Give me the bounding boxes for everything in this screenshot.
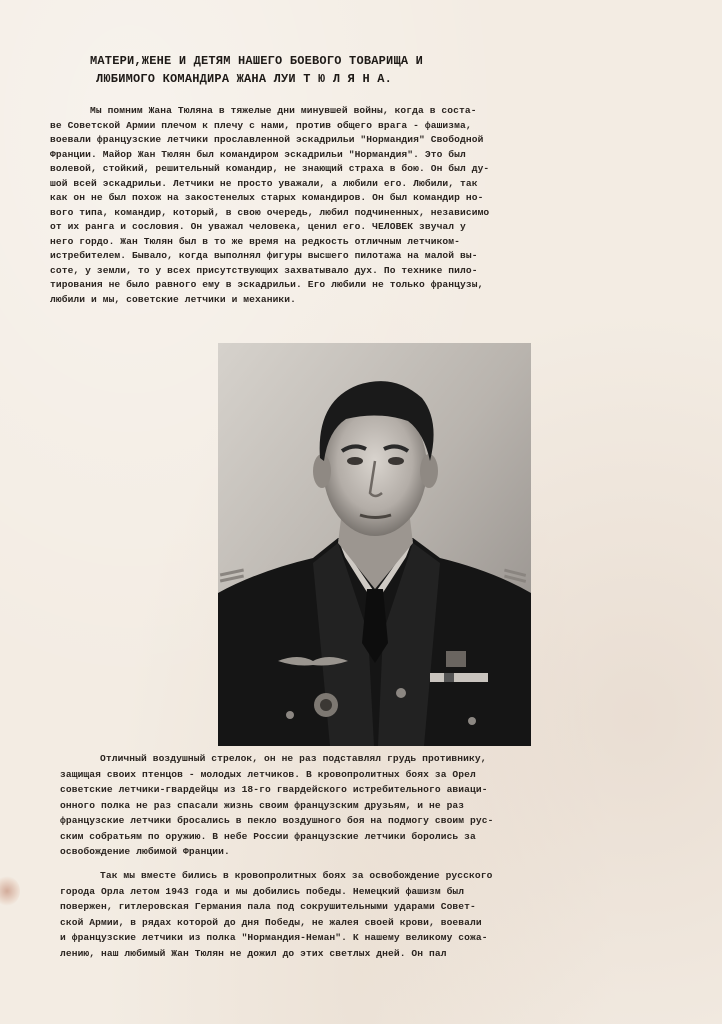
text-line: шой всей эскадрильи. Летчики не просто уважали, а любили его. Любили, так [50, 177, 478, 189]
text-line: Мы помним Жана Тюляна в тяжелые дни минувшей войны, когда в соста- [90, 105, 477, 116]
text-line: любили и мы, советские летчики и механики. [50, 293, 297, 305]
text-line: Франции. Майор Жан Тюлян был командиром эскадрильи "Нормандия". Это был [50, 148, 466, 160]
text-line: защищая своих птенцов - молодых летчиков. В кровопролитных боях за Орел [60, 768, 476, 780]
text-line: Отличный воздушный стрелок, он не раз подставлял грудь противнику, [100, 753, 487, 764]
text-line: Так мы вместе бились в кровопролитных боях за освобождение русского [100, 870, 493, 881]
text-line: и французские летчики из полка "Нормандия-Неман". К нашему великому сожа- [60, 932, 488, 943]
text-line: повержен, гитлеровская Германия пала под сокрушительными ударами Совет- [60, 901, 476, 912]
text-line: французские летчики бросались в пекло воздушного боя на подмогу своим рус- [60, 815, 494, 826]
text-line: ским собратьям по оружию. В небе России французские летчики боролись за [60, 830, 476, 842]
paragraph-2 [60, 751, 493, 860]
text-line: советские летчики-гвардейцы из 18-го гвардейского истребительного авиаци- [60, 784, 488, 795]
text-line: как он не был похож на закостенелых старых командиров. Он был командир но- [50, 192, 484, 203]
title-line-1: МАТЕРИ,ЖЕНЕ И ДЕТЯМ НАШЕГО БОЕВОГО ТОВАРИЩА И [90, 54, 424, 68]
text-line: истребителем. Бывало, когда выполнял фигуры высшего пилотажа на малой вы- [50, 250, 478, 261]
paragraph-1 [50, 104, 489, 307]
text-line: тирования не было равного ему в эскадрильи. Его любили не только французы, [50, 279, 484, 290]
text-line: онного полка не раз спасали жизнь своим французским друзьям, и не раз [60, 799, 465, 811]
text-line: вого типа, командир, который, в свою очередь, любил подчиненных, независимо [50, 206, 490, 218]
text-line: волевой, стойкий, решительный командир, не знающий страха в бою. Он был ду- [50, 163, 490, 174]
text-line: ве Советской Армии плечом к плечу с нами, против общего врага - фашизма, [50, 119, 472, 131]
paragraph-3 [60, 868, 492, 961]
text-line: воевали французские летчики прославленной эскадрильи "Нормандия" Свободной [50, 134, 484, 145]
portrait-photo [218, 343, 531, 746]
portrait-photo-icon [218, 343, 531, 746]
text-line: соте, у земли, то у всех присутствующих захватывало дух. По технике пило- [50, 264, 478, 276]
paper-stain [0, 876, 20, 906]
document-title [90, 52, 650, 88]
text-line: освобождение любимой Франции. [60, 846, 230, 857]
text-line: города Орла летом 1943 года и мы добились победы. Немецкий фашизм был [60, 885, 465, 897]
text-line: лению, наш любимый Жан Тюлян не дожил до этих светлых дней. Он пал [60, 947, 447, 959]
title-line-2: ЛЮБИМОГО КОМАНДИРА ЖАНА ЛУИ Т Ю Л Я Н А. [96, 72, 393, 86]
text-line: ской Армии, в рядах которой до дня Победы, не жалея своей крови, воевали [60, 916, 482, 928]
text-line: него гордо. Жан Тюлян был в то же время на редкость отличным летчиком- [50, 235, 461, 247]
text-line: от их ранга и сословия. Он уважал человека, ценил его. ЧЕЛОВЕК звучал у [50, 221, 466, 232]
